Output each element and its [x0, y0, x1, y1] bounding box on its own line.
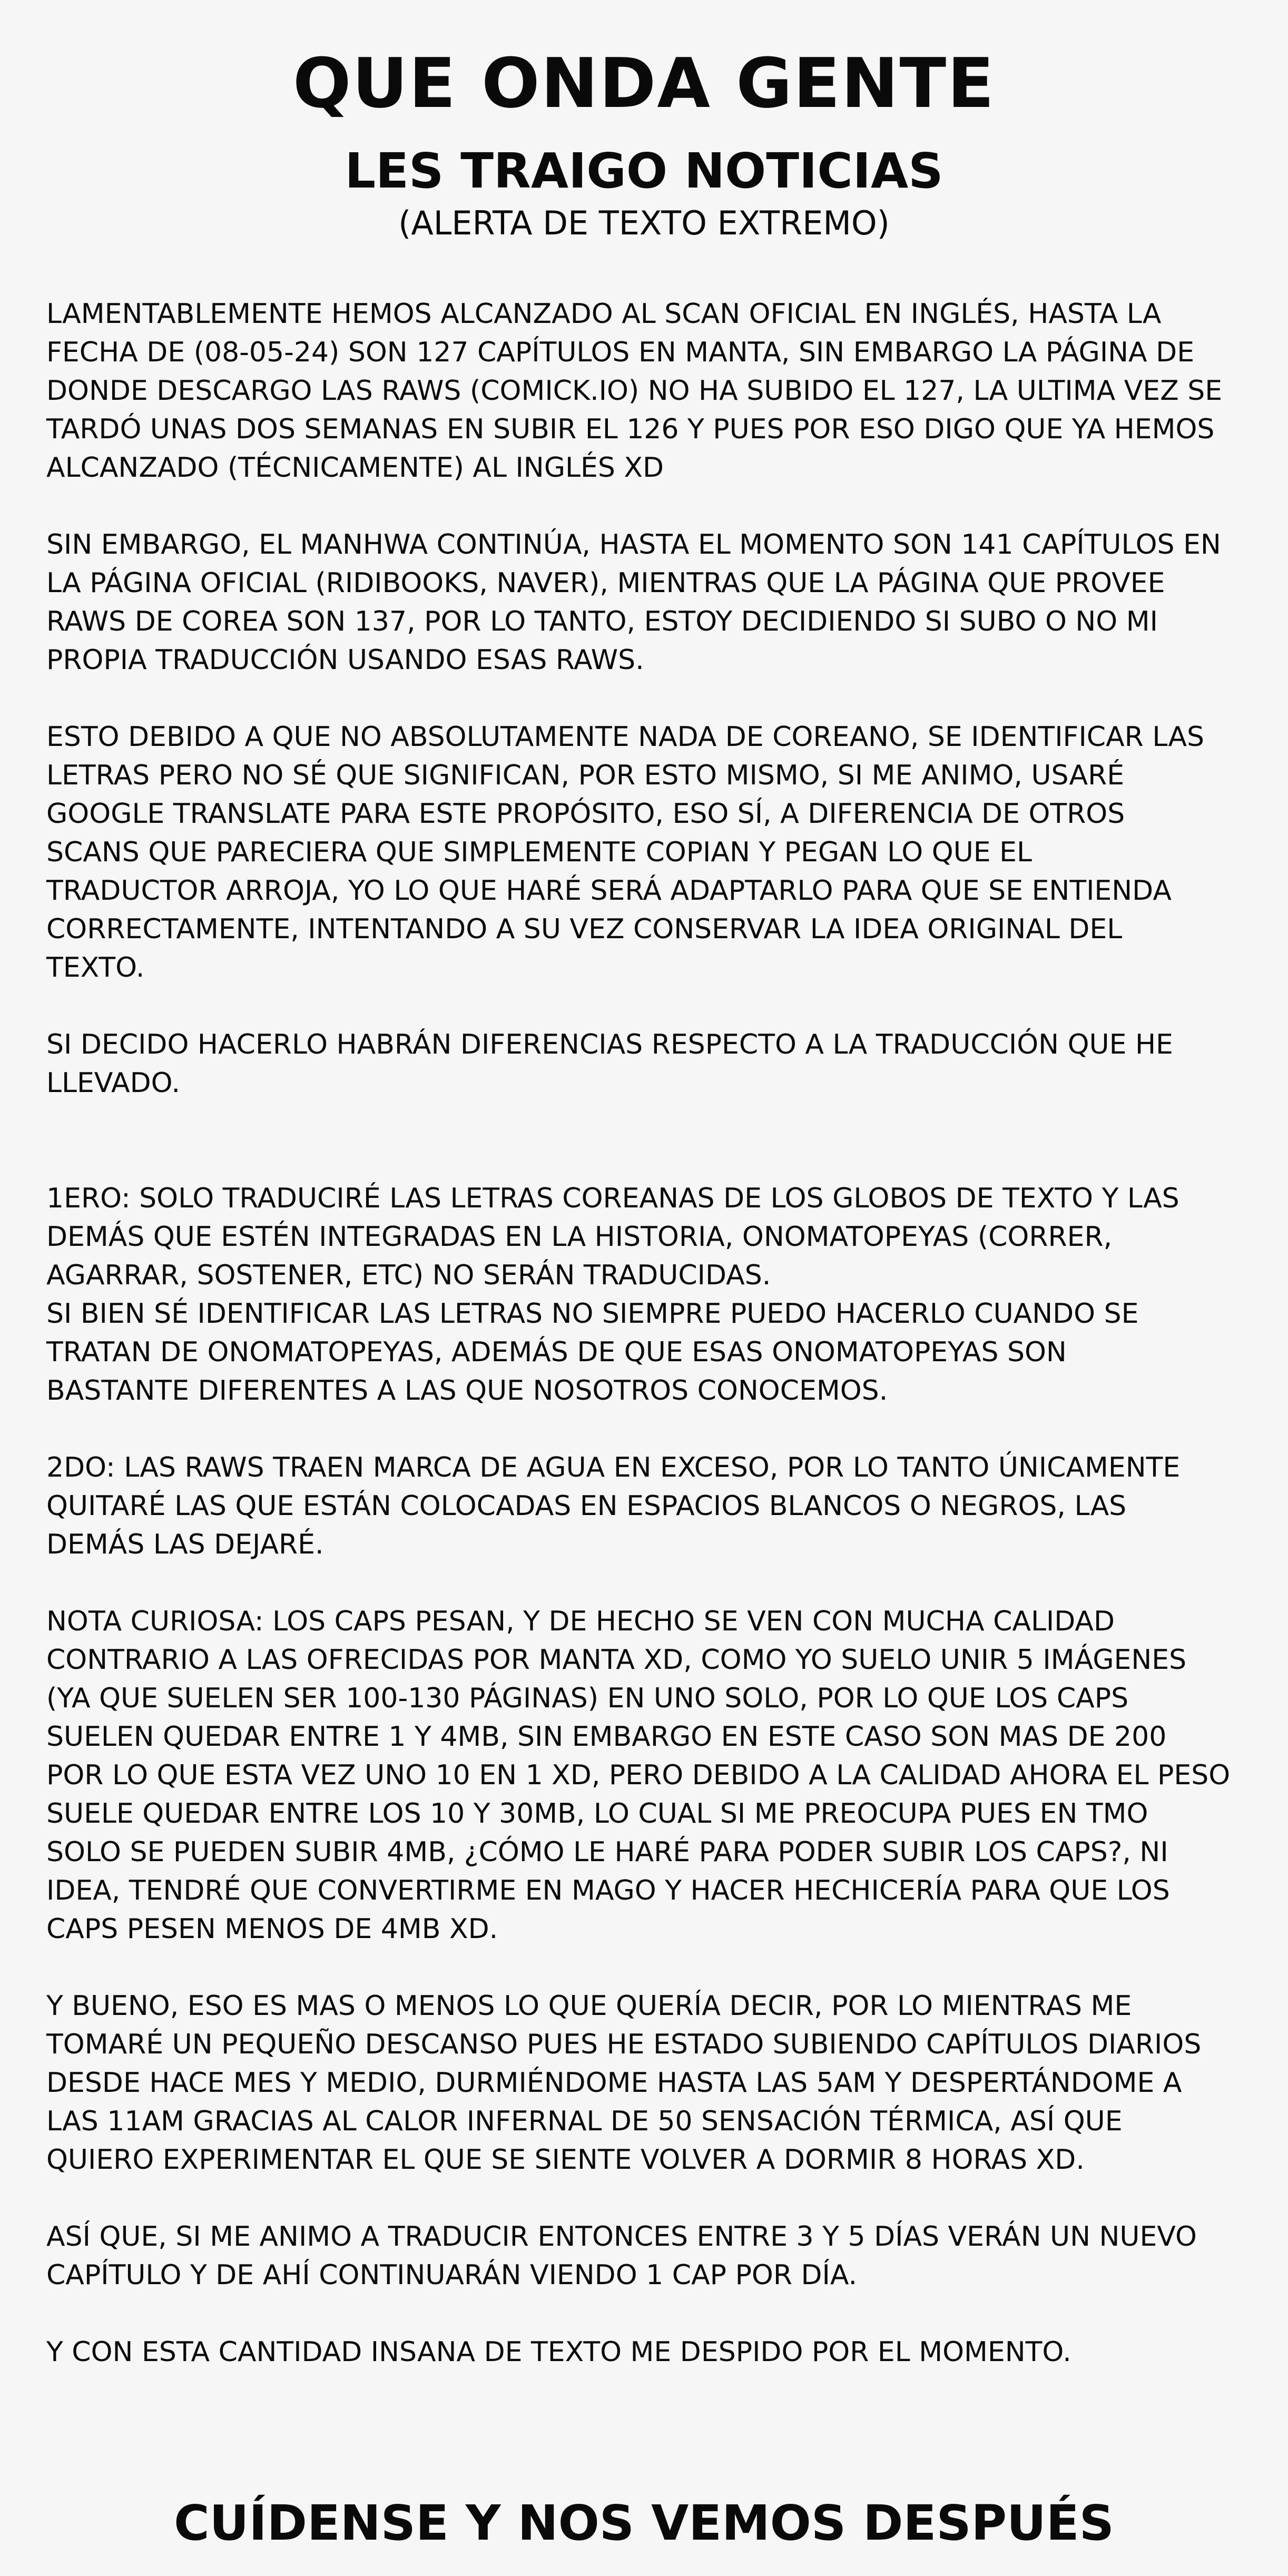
text-line: DEMÁS QUE ESTÉN INTEGRADAS EN LA HISTORIA, ONOMATOPEYAS (CORRER,: [46, 1221, 1113, 1253]
paragraph-point-second: [46, 1449, 1253, 1564]
paragraph-point-first: [46, 1179, 1253, 1410]
text-line: QUIERO EXPERIMENTAR EL QUE SE SIENTE VOLVER A DORMIR 8 HORAS XD.: [46, 2144, 1085, 2176]
paragraph-spacer: [46, 1103, 1253, 1179]
paragraph-spacer: [46, 2295, 1253, 2333]
text-line: CAPÍTULO Y DE AHÍ CONTINUARÁN VIENDO 1 CAP POR DÍA.: [46, 2259, 858, 2291]
text-line: QUITARÉ LAS QUE ESTÁN COLOCADAS EN ESPACIOS BLANCOS O NEGROS, LAS: [46, 1490, 1127, 1522]
paragraph-spacer: [46, 1949, 1253, 1987]
text-line: Y CON ESTA CANTIDAD INSANA DE TEXTO ME DESPIDO POR EL MOMENTO.: [46, 2336, 1071, 2368]
text-line: DESDE HACE MES Y MEDIO, DURMIÉNDOME HASTA LAS 5AM Y DESPERTÁNDOME A: [46, 2067, 1182, 2099]
paragraph-manta-caught-up: [46, 295, 1253, 487]
text-line: TRATAN DE ONOMATOPEYAS, ADEMÁS DE QUE ESAS ONOMATOPEYAS SON: [46, 1336, 1067, 1368]
text-alert-note: (ALERTA DE TEXTO EXTREMO): [398, 204, 890, 242]
text-line: CAPS PESEN MENOS DE 4MB XD.: [46, 1913, 498, 1945]
paragraph-spacer: [46, 487, 1253, 526]
paragraph-spacer: [46, 1410, 1253, 1449]
text-line: TARDÓ UNAS DOS SEMANAS EN SUBIR EL 126 Y PUES POR ESO DIGO QUE YA HEMOS: [46, 414, 1215, 445]
paragraph-translation-plan: [46, 718, 1253, 987]
farewell-heading: CUÍDENSE Y NOS VEMOS DESPUÉS: [174, 2495, 1114, 2551]
paragraph-manhwa-continues: [46, 526, 1253, 680]
text-line: NOTA CURIOSA: LOS CAPS PESAN, Y DE HECHO SE VEN CON MUCHA CALIDAD: [46, 1606, 1115, 1637]
text-line: SUELEN QUEDAR ENTRE 1 Y 4MB, SIN EMBARGO EN ESTE CASO SON MAS DE 200: [46, 1721, 1167, 1753]
paragraph-spacer: [46, 1564, 1253, 1602]
text-line: ESTO DEBIDO A QUE NO ABSOLUTAMENTE NADA DE COREANO, SE IDENTIFICAR LAS: [46, 721, 1205, 753]
text-line: 1ERO: SOLO TRADUCIRÉ LAS LETRAS COREANAS DE LOS GLOBOS DE TEXTO Y LAS: [46, 1183, 1179, 1214]
text-line: TRADUCTOR ARROJA, YO LO QUE HARÉ SERÁ ADAPTARLO PARA QUE SE ENTIENDA: [46, 875, 1172, 907]
page-title: QUE ONDA GENTE: [292, 43, 995, 123]
paragraph-spacer: [46, 987, 1253, 1026]
paragraph-fun-note: [46, 1602, 1253, 1949]
text-line: 2DO: LAS RAWS TRAEN MARCA DE AGUA EN EXCESO, POR LO TANTO ÚNICAMENTE: [46, 1452, 1181, 1483]
text-line: (YA QUE SUELEN SER 100-130 PÁGINAS) EN UNO SOLO, POR LO QUE LOS CAPS: [46, 1683, 1129, 1714]
text-line: CONTRARIO A LAS OFRECIDAS POR MANTA XD, COMO YO SUELO UNIR 5 IMÁGENES: [46, 1644, 1187, 1676]
text-line: LAS 11AM GRACIAS AL CALOR INFERNAL DE 50 SENSACIÓN TÉRMICA, ASÍ QUE: [46, 2106, 1123, 2137]
text-line: SI BIEN SÉ IDENTIFICAR LAS LETRAS NO SIEMPRE PUEDO HACERLO CUANDO SE: [46, 1298, 1139, 1330]
text-line: CORRECTAMENTE, INTENTANDO A SU VEZ CONSERVAR LA IDEA ORIGINAL DEL: [46, 913, 1123, 945]
text-line: ASÍ QUE, SI ME ANIMO A TRADUCIR ENTONCES ENTRE 3 Y 5 DÍAS VERÁN UN NUEVO: [46, 2221, 1197, 2253]
text-line: SI DECIDO HACERLO HABRÁN DIFERENCIAS RESPECTO A LA TRADUCCIÓN QUE HE: [46, 1029, 1173, 1060]
text-line: LAMENTABLEMENTE HEMOS ALCANZADO AL SCAN OFICIAL EN INGLÉS, HASTA LA: [46, 298, 1162, 330]
text-line: GOOGLE TRANSLATE PARA ESTE PROPÓSITO, ESO SÍ, A DIFERENCIA DE OTROS: [46, 798, 1125, 830]
text-line: SCANS QUE PARECIERA QUE SIMPLEMENTE COPIAN Y PEGAN LO QUE EL: [46, 837, 1032, 868]
paragraph-differences: [46, 1026, 1253, 1103]
text-line: Y BUENO, ESO ES MAS O MENOS LO QUE QUERÍA DECIR, POR LO MIENTRAS ME: [46, 1990, 1132, 2022]
text-line: ALCANZADO (TÉCNICAMENTE) AL INGLÉS XD: [46, 452, 664, 484]
text-line: RAWS DE COREA SON 137, POR LO TANTO, ESTOY DECIDIENDO SI SUBO O NO MI: [46, 606, 1158, 637]
text-line: FECHA DE (08-05-24) SON 127 CAPÍTULOS EN MANTA, SIN EMBARGO LA PÁGINA DE: [46, 337, 1195, 368]
text-line: PROPIA TRADUCCIÓN USANDO ESAS RAWS.: [46, 644, 644, 676]
text-line: SOLO SE PUEDEN SUBIR 4MB, ¿CÓMO LE HARÉ PARA PODER SUBIR LOS CAPS?, NI: [46, 1836, 1168, 1868]
announcement-body: [46, 295, 1253, 2372]
text-line: TEXTO.: [46, 952, 145, 984]
text-line: LETRAS PERO NO SÉ QUE SIGNIFICAN, POR ESTO MISMO, SI ME ANIMO, USARÉ: [46, 760, 1125, 791]
page-subtitle: LES TRAIGO NOTICIAS: [345, 143, 943, 199]
paragraph-goodbye: [46, 2333, 1253, 2372]
paragraph-spacer: [46, 2179, 1253, 2218]
text-line: SUELE QUEDAR ENTRE LOS 10 Y 30MB, LO CUAL SI ME PREOCUPA PUES EN TMO: [46, 1798, 1148, 1830]
paragraph-schedule: [46, 2218, 1253, 2295]
paragraph-spacer: [46, 680, 1253, 718]
text-line: POR LO QUE ESTA VEZ UNO 10 EN 1 XD, PERO DEBIDO A LA CALIDAD AHORA EL PESO: [46, 1759, 1231, 1791]
text-line: DONDE DESCARGO LAS RAWS (COMICK.IO) NO HA SUBIDO EL 127, LA ULTIMA VEZ SE: [46, 375, 1223, 407]
text-line: LLEVADO.: [46, 1067, 181, 1099]
text-line: TOMARÉ UN PEQUEÑO DESCANSO PUES HE ESTADO SUBIENDO CAPÍTULOS DIARIOS: [46, 2029, 1202, 2060]
text-line: IDEA, TENDRÉ QUE CONVERTIRME EN MAGO Y HACER HECHICERÍA PARA QUE LOS: [46, 1875, 1170, 1906]
text-line: DEMÁS LAS DEJARÉ.: [46, 1529, 324, 1560]
paragraph-break-announcement: [46, 1987, 1253, 2179]
text-line: AGARRAR, SOSTENER, ETC) NO SERÁN TRADUCIDAS.: [46, 1260, 771, 1291]
text-line: SIN EMBARGO, EL MANHWA CONTINÚA, HASTA EL MOMENTO SON 141 CAPÍTULOS EN: [46, 529, 1221, 561]
text-line: BASTANTE DIFERENTES A LAS QUE NOSOTROS CONOCEMOS.: [46, 1375, 888, 1407]
text-line: LA PÁGINA OFICIAL (RIDIBOOKS, NAVER), MIENTRAS QUE LA PÁGINA QUE PROVEE: [46, 567, 1165, 599]
